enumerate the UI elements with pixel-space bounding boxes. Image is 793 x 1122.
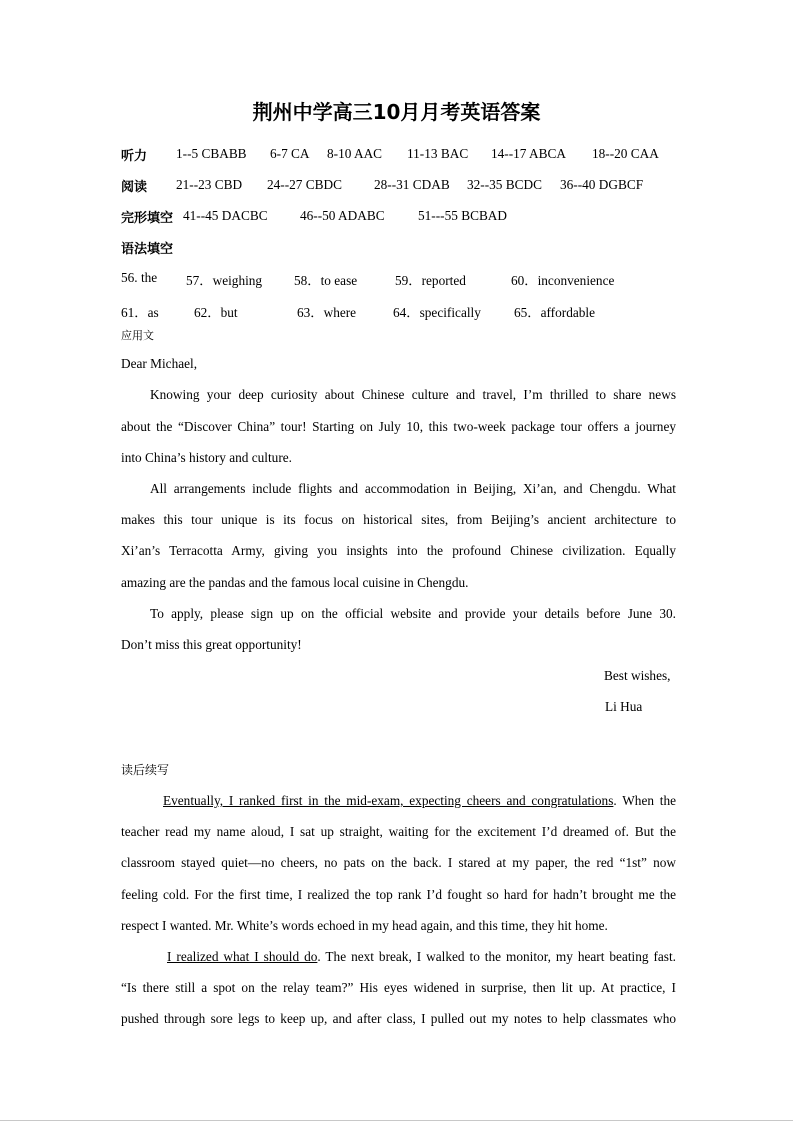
grammar-answer: 56. the xyxy=(121,270,158,285)
reading-label: 阅读 xyxy=(121,180,148,195)
grammar-answer: 63．where xyxy=(297,305,357,320)
page-bottom-border xyxy=(0,1120,793,1121)
reading-answer: 36--40 DGBCF xyxy=(560,177,644,192)
cloze-answer: 46--50 ADABC xyxy=(300,208,385,223)
grammar-answer: 61．as xyxy=(121,305,159,320)
listening-answer: 18--20 CAA xyxy=(592,146,659,161)
cloze-answer: 41--45 DACBC xyxy=(183,208,268,223)
grammar-label: 语法填空 xyxy=(121,242,174,257)
grammar-answer: 60．inconvenience xyxy=(511,273,615,288)
grammar-answer: 58．to ease xyxy=(294,273,358,288)
applied-writing-label: 应用文 xyxy=(121,329,154,342)
listening-answer: 8-10 AAC xyxy=(327,146,383,161)
letter-line: Don’t miss this great opportunity! xyxy=(121,637,302,652)
reading-answer: 21--23 CBD xyxy=(176,177,243,192)
grammar-answer: 65．affordable xyxy=(514,305,595,320)
grammar-answer: 57．weighing xyxy=(186,273,263,288)
page-title: 荆州中学高三10月月考英语答案 xyxy=(252,100,541,124)
letter-line: All arrangements include flights and accommodation in Beijing, Xi’an, and Chengdu. What xyxy=(150,481,676,496)
letter-line: amazing are the pandas and the famous local cuisine in Chengdu. xyxy=(121,575,469,590)
letter-line: To apply, please sign up on the official website and provide your details before June 30. xyxy=(150,606,676,621)
story-line: feeling cold. For the first time, I realized the top rank I’d fought so hard for hadn’t brought me the xyxy=(121,887,676,902)
reading-answer: 32--35 BCDC xyxy=(467,177,542,192)
cloze-answer: 51---55 BCBAD xyxy=(418,208,508,223)
underlined-opening-sentence: Eventually, I ranked first in the mid-exam, expecting cheers and congratulations xyxy=(163,793,614,808)
letter-salutation: Dear Michael, xyxy=(121,356,198,371)
cloze-label: 完形填空 xyxy=(121,211,174,226)
story-line: teacher read my name aloud, I sat up straight, waiting for the excitement I’d dreamed of. But the xyxy=(121,824,676,839)
reading-answer: 28--31 CDAB xyxy=(374,177,450,192)
listening-answer: 6-7 CA xyxy=(270,146,310,161)
letter-line: about the “Discover China” tour! Starting on July 10, this two-week package tour offers a journey xyxy=(121,419,676,434)
story-line xyxy=(167,949,676,965)
underlined-opening-sentence: I realized what I should do xyxy=(167,949,318,964)
story-line: classroom stayed quiet—no cheers, no pats on the back. I stared at my paper, the red “1st” now xyxy=(121,855,676,870)
story-line: respect I wanted. Mr. White’s words echoed in my head again, and this time, they hit home. xyxy=(121,918,608,933)
letter-line: Xi’an’s Terracotta Army, giving you insights into the profound Chinese civilization. Equally xyxy=(121,543,676,558)
letter-signature: Li Hua xyxy=(605,699,643,714)
continuation-writing-label: 读后续写 xyxy=(121,763,170,777)
grammar-answer: 59．reported xyxy=(395,273,466,288)
story-text: . When the xyxy=(613,793,676,808)
letter-closing: Best wishes, xyxy=(604,668,671,683)
grammar-answer: 64．specifically xyxy=(393,305,481,320)
grammar-answer: 62．but xyxy=(194,305,238,320)
listening-label: 听力 xyxy=(121,149,148,164)
reading-answer: 24--27 CBDC xyxy=(267,177,342,192)
listening-answer: 1--5 CBABB xyxy=(176,146,247,161)
letter-line: makes this tour unique is its focus on historical sites, from Beijing’s ancient architecture to xyxy=(121,512,676,527)
letter-line: Knowing your deep curiosity about Chinese culture and travel, I’m thrilled to share news xyxy=(150,387,676,402)
listening-answer: 14--17 ABCA xyxy=(491,146,566,161)
letter-line: into China’s history and culture. xyxy=(121,450,292,465)
story-line: “Is there still a spot on the relay team?” His eyes widened in surprise, then lit up. At practice, I xyxy=(121,980,676,995)
story-line xyxy=(163,793,676,809)
story-text: . The next break, I walked to the monitor, my heart beating fast. xyxy=(317,949,677,964)
listening-answer: 11-13 BAC xyxy=(407,146,469,161)
story-line: pushed through sore legs to keep up, and after class, I pulled out my notes to help classmates who xyxy=(121,1011,676,1026)
